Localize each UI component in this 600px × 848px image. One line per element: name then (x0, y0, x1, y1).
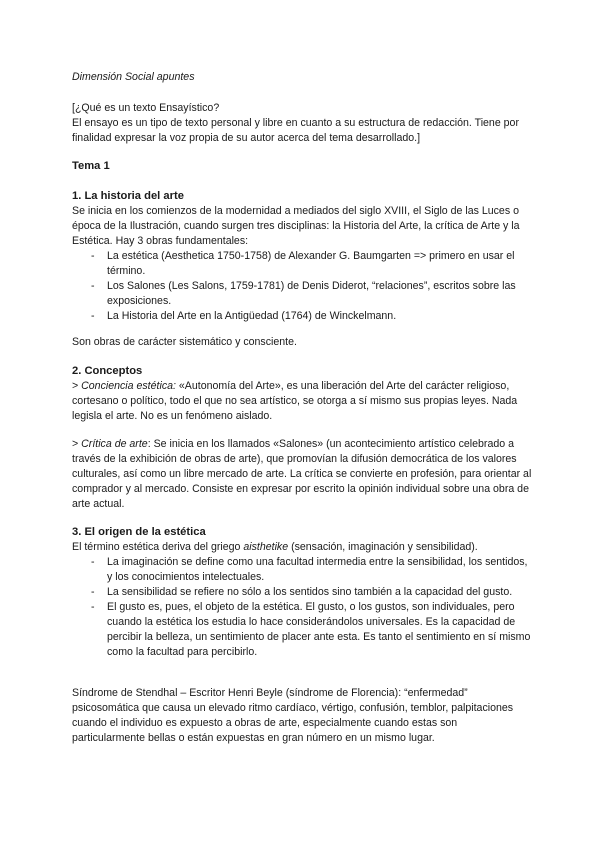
section-closing: Son obras de carácter sistemático y consciente. (72, 336, 297, 348)
paragraph-text: (sensación, imaginación y sensibilidad). (288, 541, 478, 553)
section-paragraph: Se inicia en los comienzos de la modernidad a mediados del siglo XVIII, el Siglo de las Luces o época de la Ilustración, cuando surgen tres disciplinas: la Historia del Arte, la crítica de Arte y la Estética. Hay 3 obras fundamentales: (72, 205, 520, 247)
list-item: - La sensibilidad se refiere no sólo a los sentidos sino también a la capacidad del gusto. (72, 585, 532, 600)
list-item: - Los Salones (Les Salons, 1759-1781) de Denis Diderot, “relaciones”, escritos sobre las exposiciones. (72, 279, 532, 309)
section-origen (72, 525, 532, 660)
concept-conciencia (72, 379, 532, 424)
section-heading: 1. La historia del arte (72, 190, 184, 202)
intro-block (72, 101, 532, 146)
concept-critica (72, 437, 532, 512)
paragraph-text: El término estética deriva del griego (72, 541, 244, 553)
intro-question: [¿Qué es un texto Ensayístico? (72, 102, 220, 114)
aesthetics-list (72, 555, 532, 660)
concept-text: : Se inicia en los llamados «Salones» (un acontecimiento artístico celebrado a través de la exhibición de obras de arte), que promovían la difusión democrática de los valores culturales, así como un libre mercado de arte. La crítica se convierte en profesión, para orientar al comprador y al mercado. Consiste en expresar por escrito la opinión individual sobre una obra de arte actual. (72, 438, 532, 510)
stendhal-paragraph: Síndrome de Stendhal – Escritor Henri Beyle (síndrome de Florencia): “enfermedad” psicosomática que causa un elevado ritmo cardíaco, vértigo, confusión, temblor, palpitaciones cuando el individuo es expuesto a obras de arte, especialmente cuando estas son particularmente bellas o están expuestas en gran número en un mismo lugar. (72, 687, 514, 744)
tema-heading: Tema 1 (72, 160, 110, 172)
section-paragraph (72, 540, 532, 555)
list-item: - La Historia del Arte en la Antigüedad (1764) de Winckelmann. (72, 309, 532, 324)
list-item: - La estética (Aesthetica 1750-1758) de Alexander G. Baumgarten => primero en usar el término. (72, 249, 532, 279)
concept-prefix: > (72, 438, 82, 450)
greek-term: aisthetike (243, 541, 289, 553)
concept-text: «Autonomía del Arte», es una liberación del Arte del carácter religioso, cortesano o político, todo el que no sea artístico, se otorga a sí mismo sus propias leyes. Nada legisla el arte. No es un fenómeno aislado. (72, 380, 518, 422)
concept-term: Crítica de arte (81, 438, 148, 450)
section-heading: 2. Conceptos (72, 365, 143, 377)
concept-prefix: > (72, 380, 82, 392)
list-item: - El gusto es, pues, el objeto de la estética. El gusto, o los gustos, son individuales, pero cuando la estética los estudia lo hace considerándolos universales. Es la capacidad de percibir la belleza, un sentimiento de placer ante esta. Es tanto el sentimiento en sí mismo como la facultad para percibirlo. (72, 600, 532, 660)
concept-term: Conciencia estética: (81, 380, 176, 392)
intro-body: El ensayo es un tipo de texto personal y libre en cuanto a su estructura de redacción. Tiene por finalidad expresar la voz propia de su autor acerca del tema desarrollado.] (72, 117, 519, 144)
section-conceptos (72, 364, 532, 424)
works-list (72, 249, 532, 324)
section-heading: 3. El origen de la estética (72, 526, 206, 538)
section-historia (72, 189, 532, 324)
list-item: - La imaginación se define como una facultad intermedia entre la sensibilidad, los sentidos, y los conocimientos intelectuales. (72, 555, 532, 585)
document-title: Dimensión Social apuntes (72, 71, 195, 83)
